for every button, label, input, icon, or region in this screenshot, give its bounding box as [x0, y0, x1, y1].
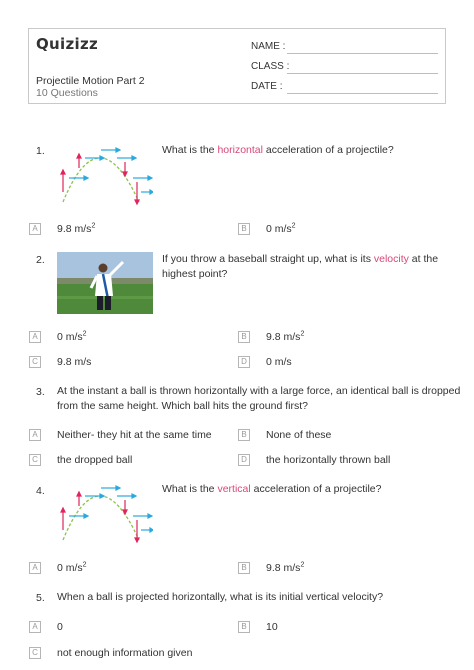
question-text: What is the vertical acceleration of a projectile?: [162, 483, 382, 495]
date-label: DATE :: [251, 81, 283, 92]
answer-option[interactable]: 9.8 $m/s^2$: [266, 330, 305, 343]
answer-option[interactable]: Neither- they hit at the same time: [57, 429, 212, 441]
option-letter[interactable]: C: [29, 647, 41, 659]
answer-option[interactable]: None of these: [266, 429, 332, 441]
answer-option[interactable]: not enough information given: [57, 647, 193, 659]
projectile-trajectory-diagram: [57, 140, 153, 208]
question-text: At the instant a ball is thrown horizontally with a large force, an identical ball is dropped from the same height. Which ball hits the ground first?: [57, 385, 461, 412]
question-number: 1.: [36, 145, 45, 157]
option-letter[interactable]: B: [238, 223, 250, 235]
option-letter[interactable]: A: [29, 429, 41, 441]
class-label: CLASS :: [251, 61, 290, 72]
option-letter[interactable]: A: [29, 562, 41, 574]
option-letter[interactable]: A: [29, 621, 41, 633]
highlighted-term: vertical: [217, 483, 251, 495]
question-number: 5.: [36, 592, 45, 604]
question-text: What is the horizontal acceleration of a projectile?: [162, 144, 394, 156]
quizizz-logo: Quizizz: [36, 35, 99, 53]
answer-option[interactable]: 9.8 $m/s^2$: [266, 561, 305, 574]
baseball-pitcher-photo: [57, 252, 153, 314]
answer-option[interactable]: 10: [266, 621, 278, 633]
highlighted-term: horizontal: [217, 144, 263, 156]
worksheet-title: Projectile Motion Part 2: [36, 75, 145, 87]
option-letter[interactable]: C: [29, 454, 41, 466]
answer-option[interactable]: 0 m/s: [266, 356, 292, 368]
answer-option[interactable]: the dropped ball: [57, 454, 133, 466]
option-letter[interactable]: A: [29, 223, 41, 235]
option-letter[interactable]: B: [238, 331, 250, 343]
question-text: When a ball is projected horizontally, what is its initial vertical velocity?: [57, 591, 384, 603]
highlighted-term: velocity: [373, 253, 409, 265]
option-letter[interactable]: B: [238, 429, 250, 441]
option-letter[interactable]: B: [238, 621, 250, 633]
answer-option[interactable]: the horizontally thrown ball: [266, 454, 391, 466]
option-letter[interactable]: D: [238, 454, 250, 466]
answer-option[interactable]: 9.8 $m/s^2$: [57, 222, 96, 235]
question-number: 2.: [36, 254, 45, 266]
name-field[interactable]: [287, 53, 438, 54]
projectile-trajectory-diagram: [57, 478, 153, 546]
question-number: 4.: [36, 485, 45, 497]
date-field[interactable]: [287, 93, 438, 94]
answer-option[interactable]: 9.8 m/s: [57, 356, 92, 368]
answer-option[interactable]: 0 $m/s^2$: [57, 330, 87, 343]
option-letter[interactable]: D: [238, 356, 250, 368]
answer-option[interactable]: 0 $m/s^2$: [57, 561, 87, 574]
option-letter[interactable]: A: [29, 331, 41, 343]
option-letter[interactable]: C: [29, 356, 41, 368]
class-field[interactable]: [287, 73, 438, 74]
question-count: 10 Questions: [36, 87, 98, 99]
answer-option[interactable]: 0: [57, 621, 63, 633]
answer-option[interactable]: 0 $m/s^2$: [266, 222, 296, 235]
question-number: 3.: [36, 386, 45, 398]
name-label: NAME :: [251, 41, 286, 52]
option-letter[interactable]: B: [238, 562, 250, 574]
question-text: If you throw a baseball straight up, what is its velocity at the highest point?: [162, 253, 439, 280]
